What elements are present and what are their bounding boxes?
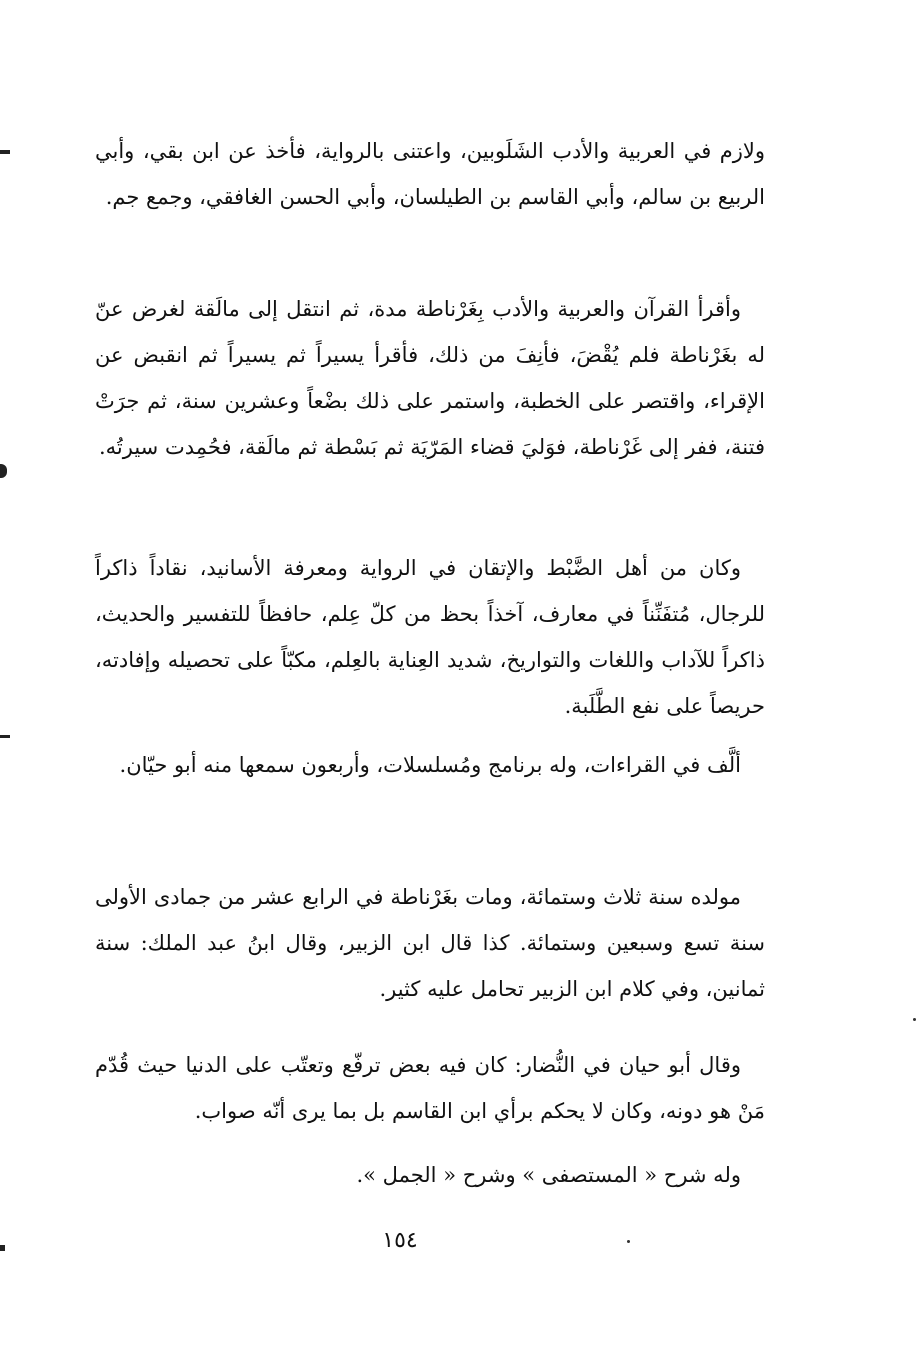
margin-scan-mark — [0, 464, 7, 478]
paragraph-6: وقال أبو حيان في النُّضار: كان فيه بعض ترفّع وتعتّب على الدنيا حيث قُدّم مَنْ هو دونه، وكان لا يحكم برأي ابن القاسم بل بما يرى أنّه صواب. — [95, 1053, 765, 1123]
margin-scan-mark — [0, 1245, 5, 1251]
paragraph-3: وكان من أهل الضَّبْط والإتقان في الرواية ومعرفة الأسانيد، نقاداً ذاكراً للرجال، مُتفَنِّناً في معارف، آخذاً بحظ من كلّ عِلم، حافظاً للتفسير والحديث، ذاكراً للآداب واللغات والتواريخ، شديد العِناية بالعِلم، مكبّاً على تحصيله وإفادته، حريصاً على نفع الطَّلَبة. — [95, 556, 765, 718]
scan-speck — [913, 1018, 916, 1021]
paragraph-7: وله شرح « المستصفى » وشرح « الجمل ». — [356, 1163, 741, 1187]
paragraph-4: ألَّف في القراءات، وله برنامج ومُسلسلات، وأربعون سمعها منه أبو حيّان. — [119, 753, 741, 777]
margin-scan-mark — [0, 150, 10, 154]
margin-scan-mark — [0, 735, 10, 738]
paragraph-5: مولده سنة ثلاث وستمائة، ومات بغَرْناطة في الرابع عشر من جمادى الأولى سنة تسع وسبعين وستمائة. كذا قال ابن الزبير، وقال ابنُ عبد الملك: سنة ثمانين، وفي كلام ابن الزبير تحامل عليه كثير. — [95, 885, 765, 1001]
paragraph-1: ولازم في العربية والأدب الشَلَوبين، واعتنى بالرواية، فأخذ عن ابن بقي، وأبي الربيع بن سالم، وأبي القاسم بن الطيلسان، وأبي الحسن الغافقي، وجمع جم. — [95, 139, 765, 209]
page-number: ١٥٤ — [382, 1228, 418, 1253]
paragraph-2: وأقرأ القرآن والعربية والأدب بِغَرْناطة مدة، ثم انتقل إلى مالَقة لغرض عنّ له بغَرْناطة فلم يُقْضَ، فأنِفَ من ذلك، فأقرأ يسيراً ثم يسيراً ثم انقبض عن الإقراء، واقتصر على الخطبة، واستمر على ذلك بضْعاً وعشرين سنة، ثم جرَتْ فتنة، ففر إلى غَرْناطة، فوَليَ قضاء المَرّيَة ثم بَسْطة ثم مالَقة، فحُمِدت سيرتُه. — [95, 297, 765, 459]
scan-speck — [627, 1240, 630, 1243]
